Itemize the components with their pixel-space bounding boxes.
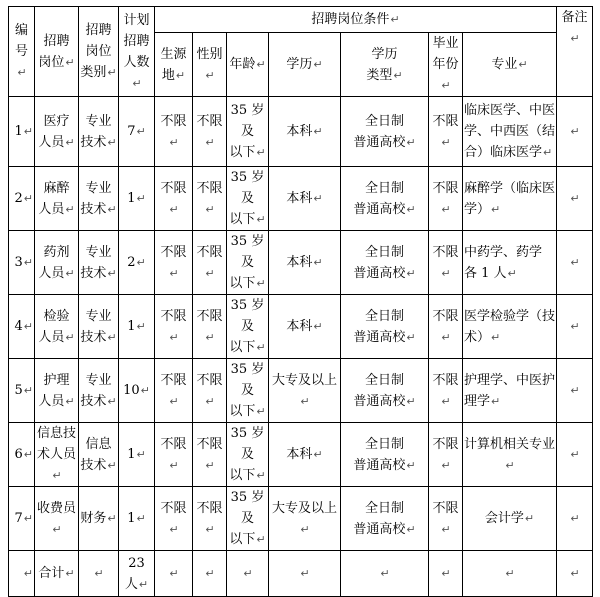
paragraph-mark: ↵ — [406, 458, 416, 472]
row-post: 药剂 人员↵ — [35, 231, 79, 295]
paragraph-mark: ↵ — [205, 330, 215, 344]
paragraph-mark: ↵ — [406, 266, 416, 280]
header-gender: 性别↵ — [193, 33, 227, 97]
paragraph-mark: ↵ — [65, 567, 75, 580]
row-major: 会计学↵ — [463, 487, 557, 551]
paragraph-mark: ↵ — [243, 567, 253, 580]
paragraph-mark: ↵ — [570, 512, 580, 525]
row-education-type: 全日制 普通高校↵ — [341, 231, 429, 295]
paragraph-mark: ↵ — [169, 330, 179, 344]
paragraph-mark: ↵ — [65, 202, 75, 216]
paragraph-mark: ↵ — [441, 394, 451, 408]
row-major: 临床医学、中医 学、中西医（结 合）临床医学↵ — [463, 97, 557, 167]
paragraph-mark: ↵ — [136, 125, 146, 138]
paragraph-mark: ↵ — [570, 192, 580, 205]
paragraph-mark: ↵ — [380, 567, 390, 580]
table-row — [9, 359, 593, 423]
row-age: 35 岁及 以下↵ — [227, 167, 269, 231]
paragraph-mark: ↵ — [570, 320, 580, 333]
header-age: 年龄↵ — [227, 33, 269, 97]
paragraph-mark: ↵ — [107, 458, 117, 472]
paragraph-mark: ↵ — [570, 256, 580, 269]
paragraph-mark: ↵ — [491, 202, 501, 216]
paragraph-mark: ↵ — [524, 512, 535, 525]
row-age: 35 岁及 以下↵ — [227, 231, 269, 295]
row-no: 6↵ — [9, 423, 35, 487]
row-origin: 不限↵ — [155, 97, 193, 167]
row-age: 35 岁及 以下↵ — [227, 423, 269, 487]
table-row — [9, 423, 593, 487]
paragraph-mark: ↵ — [406, 330, 416, 344]
paragraph-mark: ↵ — [313, 192, 323, 205]
row-gender: 不限↵ — [193, 423, 227, 487]
paragraph-mark: ↵ — [23, 320, 33, 333]
paragraph-mark: ↵ — [107, 394, 117, 408]
paragraph-mark: ↵ — [136, 256, 146, 269]
paragraph-mark: ↵ — [505, 567, 515, 580]
row-grad-year: 不限↵ — [429, 231, 463, 295]
header-major: 专业↵ — [463, 33, 557, 97]
header-origin: 生源 地↵ — [155, 33, 193, 97]
paragraph-mark: ↵ — [406, 522, 416, 536]
total-label: 合计↵ — [35, 551, 79, 597]
total-no — [9, 551, 35, 597]
header-conditions: 招聘岗位条件↵ — [155, 7, 557, 33]
row-major: 中药学、药学 各 1 人↵ — [463, 231, 557, 295]
row-education-type: 全日制 普通高校↵ — [341, 167, 429, 231]
paragraph-mark: ↵ — [441, 330, 451, 344]
total-origin — [155, 551, 193, 597]
row-count: 2↵ — [119, 231, 155, 295]
paragraph-mark: ↵ — [441, 567, 451, 580]
row-post: 信息技 术人员↵ — [35, 423, 79, 487]
paragraph-mark: ↵ — [313, 256, 323, 269]
paragraph-mark: ↵ — [23, 192, 33, 205]
row-age: 35 岁及 以下↵ — [227, 359, 269, 423]
paragraph-mark: ↵ — [205, 394, 215, 408]
paragraph-mark: ↵ — [169, 522, 179, 536]
row-count: 1↵ — [119, 295, 155, 359]
paragraph-mark: ↵ — [136, 512, 146, 525]
paragraph-mark: ↵ — [570, 384, 580, 397]
row-education: 本科↵ — [269, 423, 341, 487]
paragraph-mark: ↵ — [313, 125, 323, 138]
row-education-type: 全日制 普通高校↵ — [341, 423, 429, 487]
total-education — [269, 551, 341, 597]
header-no: 编 号↵ — [9, 7, 35, 97]
paragraph-mark: ↵ — [23, 567, 33, 580]
row-no: 5↵ — [9, 359, 35, 423]
table-row — [9, 295, 593, 359]
row-major: 护理学、中医护 理学↵ — [463, 359, 557, 423]
paragraph-mark: ↵ — [107, 330, 117, 344]
paragraph-mark: ↵ — [205, 135, 215, 149]
paragraph-mark: ↵ — [300, 567, 310, 580]
paragraph-mark: ↵ — [256, 405, 266, 418]
row-remarks — [557, 359, 593, 423]
paragraph-mark: ↵ — [491, 330, 501, 344]
total-count: 23 人↵ — [119, 551, 155, 597]
recruitment-table — [8, 6, 593, 597]
row-no: 7↵ — [9, 487, 35, 551]
paragraph-mark: ↵ — [313, 448, 323, 461]
paragraph-mark: ↵ — [140, 384, 150, 397]
row-grad-year: 不限↵ — [429, 167, 463, 231]
paragraph-mark: ↵ — [256, 341, 266, 354]
paragraph-mark: ↵ — [23, 448, 33, 461]
paragraph-mark: ↵ — [406, 394, 416, 408]
paragraph-mark: ↵ — [136, 192, 146, 205]
table-row — [9, 97, 593, 167]
paragraph-mark: ↵ — [256, 469, 266, 482]
row-origin: 不限↵ — [155, 167, 193, 231]
paragraph-mark: ↵ — [406, 202, 416, 216]
paragraph-mark: ↵ — [256, 277, 266, 290]
paragraph-mark: ↵ — [52, 522, 62, 536]
table-row — [9, 487, 593, 551]
row-post: 医疗 人员↵ — [35, 97, 79, 167]
row-remarks — [557, 97, 593, 167]
row-major: 计算机相关专业↵ — [463, 423, 557, 487]
header-education-type: 学历 类型↵ — [341, 33, 429, 97]
row-origin: 不限↵ — [155, 295, 193, 359]
paragraph-mark: ↵ — [441, 266, 451, 280]
row-count: 7↵ — [119, 97, 155, 167]
paragraph-mark: ↵ — [300, 394, 310, 408]
header-plan: 计划 招聘 人数↵ — [119, 7, 155, 97]
paragraph-mark: ↵ — [406, 135, 416, 149]
row-post-type: 专业 技术↵ — [79, 167, 119, 231]
row-education-type: 全日制 普通高校↵ — [341, 295, 429, 359]
row-education-type: 全日制 普通高校↵ — [341, 359, 429, 423]
paragraph-mark: ↵ — [300, 522, 310, 536]
row-post-type: 专业 技术↵ — [79, 295, 119, 359]
paragraph-mark: ↵ — [441, 458, 451, 472]
row-post: 收费员↵ — [35, 487, 79, 551]
paragraph-mark: ↵ — [107, 202, 117, 216]
row-grad-year: 不限↵ — [429, 359, 463, 423]
row-post-type: 财务↵ — [79, 487, 119, 551]
row-no: 2↵ — [9, 167, 35, 231]
total-gender — [193, 551, 227, 597]
paragraph-mark: ↵ — [65, 394, 75, 408]
row-age: 35 岁及 以下↵ — [227, 97, 269, 167]
paragraph-mark: ↵ — [169, 567, 179, 580]
header-row-1 — [9, 7, 593, 33]
row-education: 本科↵ — [269, 97, 341, 167]
row-no: 1↵ — [9, 97, 35, 167]
row-gender: 不限↵ — [193, 359, 227, 423]
row-origin: 不限↵ — [155, 231, 193, 295]
row-gender: 不限↵ — [193, 231, 227, 295]
row-remarks — [557, 167, 593, 231]
row-count: 1↵ — [119, 487, 155, 551]
paragraph-mark: ↵ — [52, 469, 62, 482]
paragraph-mark: ↵ — [136, 320, 146, 333]
paragraph-mark: ↵ — [507, 266, 517, 280]
paragraph-mark: ↵ — [505, 458, 515, 472]
table-row — [9, 167, 593, 231]
header-remarks: 备注↵ — [557, 7, 593, 97]
row-origin: 不限↵ — [155, 423, 193, 487]
paragraph-mark: ↵ — [65, 330, 75, 344]
row-gender: 不限↵ — [193, 97, 227, 167]
row-education: 本科↵ — [269, 295, 341, 359]
total-major — [463, 551, 557, 597]
row-major: 医学检验学（技 术）↵ — [463, 295, 557, 359]
paragraph-mark: ↵ — [205, 567, 215, 580]
row-no: 4↵ — [9, 295, 35, 359]
row-education: 本科↵ — [269, 167, 341, 231]
paragraph-mark: ↵ — [256, 533, 266, 546]
row-post: 护理 人员↵ — [35, 359, 79, 423]
paragraph-mark: ↵ — [441, 135, 451, 149]
row-grad-year: 不限↵ — [429, 423, 463, 487]
paragraph-mark: ↵ — [107, 135, 117, 149]
total-grad-year — [429, 551, 463, 597]
paragraph-mark: ↵ — [205, 202, 215, 216]
row-gender: 不限↵ — [193, 295, 227, 359]
table-row — [9, 231, 593, 295]
row-post: 麻醉 人员↵ — [35, 167, 79, 231]
row-education: 大专及以上↵ — [269, 359, 341, 423]
paragraph-mark: ↵ — [205, 458, 215, 472]
row-gender: 不限↵ — [193, 167, 227, 231]
paragraph-mark: ↵ — [23, 512, 33, 525]
row-grad-year: 不限↵ — [429, 295, 463, 359]
row-education-type: 全日制 普通高校↵ — [341, 487, 429, 551]
row-grad-year: 不限↵ — [429, 97, 463, 167]
paragraph-mark: ↵ — [107, 512, 117, 525]
row-education: 本科↵ — [269, 231, 341, 295]
row-count: 1↵ — [119, 167, 155, 231]
paragraph-mark: ↵ — [107, 266, 117, 280]
row-remarks — [557, 295, 593, 359]
paragraph-mark: ↵ — [205, 266, 215, 280]
paragraph-mark: ↵ — [441, 202, 451, 216]
row-origin: 不限↵ — [155, 359, 193, 423]
paragraph-mark: ↵ — [169, 458, 179, 472]
total-row — [9, 551, 593, 597]
total-remarks — [557, 551, 593, 597]
row-education-type: 全日制 普通高校↵ — [341, 97, 429, 167]
row-post-type: 专业 技术↵ — [79, 97, 119, 167]
paragraph-mark: ↵ — [441, 522, 451, 536]
row-remarks — [557, 423, 593, 487]
paragraph-mark: ↵ — [94, 567, 104, 580]
row-age: 35 岁及 以下↵ — [227, 295, 269, 359]
header-education: 学历↵ — [269, 33, 341, 97]
row-post-type: 专业 技术↵ — [79, 231, 119, 295]
row-post: 检验 人员↵ — [35, 295, 79, 359]
paragraph-mark: ↵ — [570, 448, 580, 461]
header-grad-year: 毕业 年份↵ — [429, 33, 463, 97]
paragraph-mark: ↵ — [205, 522, 215, 536]
paragraph-mark: ↵ — [23, 384, 33, 397]
row-age: 35 岁及 以下↵ — [227, 487, 269, 551]
paragraph-mark: ↵ — [169, 266, 179, 280]
row-count: 10↵ — [119, 359, 155, 423]
paragraph-mark: ↵ — [256, 146, 266, 159]
paragraph-mark: ↵ — [543, 146, 553, 159]
row-no: 3↵ — [9, 231, 35, 295]
paragraph-mark: ↵ — [570, 125, 580, 138]
total-post-type — [79, 551, 119, 597]
header-post: 招聘 岗位↵ — [35, 7, 79, 97]
row-origin: 不限↵ — [155, 487, 193, 551]
row-grad-year: 不限↵ — [429, 487, 463, 551]
paragraph-mark: ↵ — [23, 125, 33, 138]
row-major: 麻醉学（临床医 学）↵ — [463, 167, 557, 231]
paragraph-mark: ↵ — [136, 448, 146, 461]
row-remarks — [557, 487, 593, 551]
paragraph-mark: ↵ — [169, 135, 179, 149]
total-education-type — [341, 551, 429, 597]
paragraph-mark: ↵ — [23, 256, 33, 269]
paragraph-mark: ↵ — [138, 577, 149, 591]
paragraph-mark: ↵ — [570, 567, 580, 580]
paragraph-mark: ↵ — [313, 320, 323, 333]
paragraph-mark: ↵ — [65, 135, 75, 149]
total-age — [227, 551, 269, 597]
header-post-type: 招聘 岗位 类别↵ — [79, 7, 119, 97]
row-remarks — [557, 231, 593, 295]
row-post-type: 专业 技术↵ — [79, 359, 119, 423]
paragraph-mark: ↵ — [65, 266, 75, 280]
paragraph-mark: ↵ — [169, 202, 179, 216]
row-gender: 不限↵ — [193, 487, 227, 551]
paragraph-mark: ↵ — [169, 394, 179, 408]
row-count: 1↵ — [119, 423, 155, 487]
row-post-type: 信息 技术↵ — [79, 423, 119, 487]
row-education: 大专及以上↵ — [269, 487, 341, 551]
paragraph-mark: ↵ — [256, 213, 266, 226]
paragraph-mark: ↵ — [491, 394, 501, 408]
